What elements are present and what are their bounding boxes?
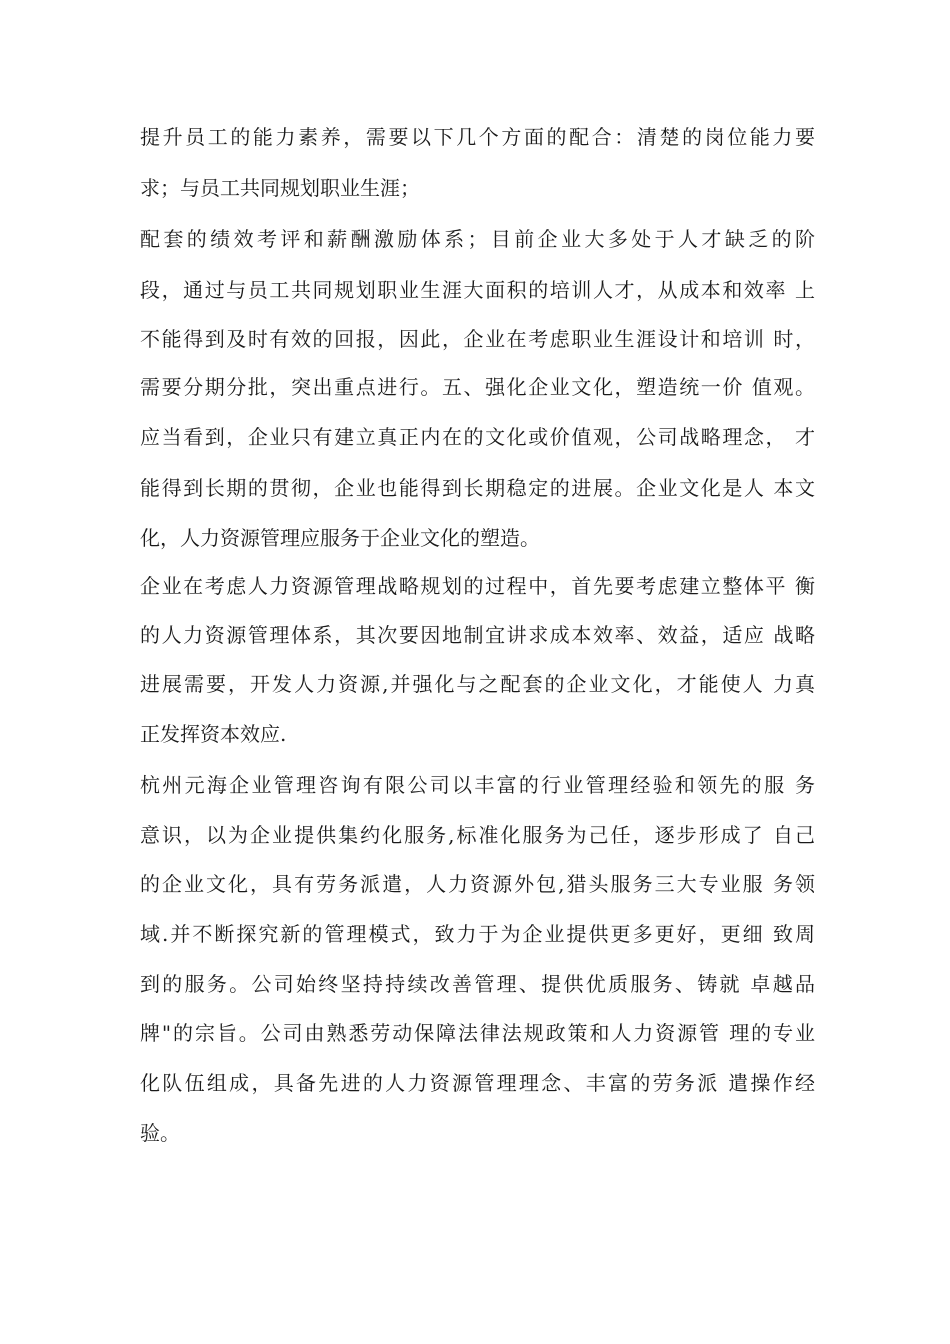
text-line: 应当看到，企业只有建立真正内在的文化或价值观，公司战略理念， 才 bbox=[140, 425, 815, 449]
text-line: 段，通过与员工共同规划职业生涯大面积的培训人才，从成本和效率 上 bbox=[140, 278, 815, 302]
text-line: 到的服务。公司始终坚持持续改善管理、提供优质服务、铸就 卓越品 bbox=[140, 972, 815, 996]
text-line: 牌"的宗旨。公司由熟悉劳动保障法律法规政策和人力资源管 理的专业 bbox=[140, 1021, 815, 1045]
text-line: 进展需要，开发人力资源,并强化与之配套的企业文化，才能使人 力真 bbox=[140, 672, 815, 696]
text-line: 正发挥资本效应. bbox=[140, 722, 287, 746]
text-line: 能得到长期的贯彻，企业也能得到长期稳定的进展。企业文化是人 本文 bbox=[140, 476, 815, 500]
text-line: 意识，以为企业提供集约化服务,标准化服务为己任，逐步形成了 自己 bbox=[140, 823, 815, 847]
text-line: 配套的绩效考评和薪酬激励体系；目前企业大多处于人才缺乏的阶 bbox=[140, 227, 815, 251]
text-line: 的人力资源管理体系，其次要因地制宜讲求成本效率、效益，适应 战略 bbox=[140, 623, 815, 647]
text-line: 提升员工的能力素养，需要以下几个方面的配合：清楚的岗位能力要 bbox=[140, 125, 815, 149]
text-line: 的企业文化，具有劳务派遣，人力资源外包,猎头服务三大专业服 务领 bbox=[140, 872, 815, 896]
text-line: 验。 bbox=[140, 1121, 180, 1145]
text-line: 需要分期分批，突出重点进行。五、强化企业文化，塑造统一价 值观。 bbox=[140, 375, 815, 399]
text-line: 杭州元海企业管理咨询有限公司以丰富的行业管理经验和领先的服 务 bbox=[140, 773, 815, 797]
text-line: 域.并不断探究新的管理模式，致力于为企业提供更多更好，更细 致周 bbox=[140, 922, 815, 946]
text-line: 企业在考虑人力资源管理战略规划的过程中，首先要考虑建立整体平 衡 bbox=[140, 574, 815, 598]
text-line: 化，人力资源管理应服务于企业文化的塑造。 bbox=[140, 526, 540, 550]
text-line: 求；与员工共同规划职业生涯； bbox=[140, 176, 420, 200]
text-line: 化队伍组成，具备先进的人力资源管理理念、丰富的劳务派 遣操作经 bbox=[140, 1071, 815, 1095]
text-line: 不能得到及时有效的回报，因此，企业在考虑职业生涯设计和培训 时， bbox=[140, 327, 815, 351]
